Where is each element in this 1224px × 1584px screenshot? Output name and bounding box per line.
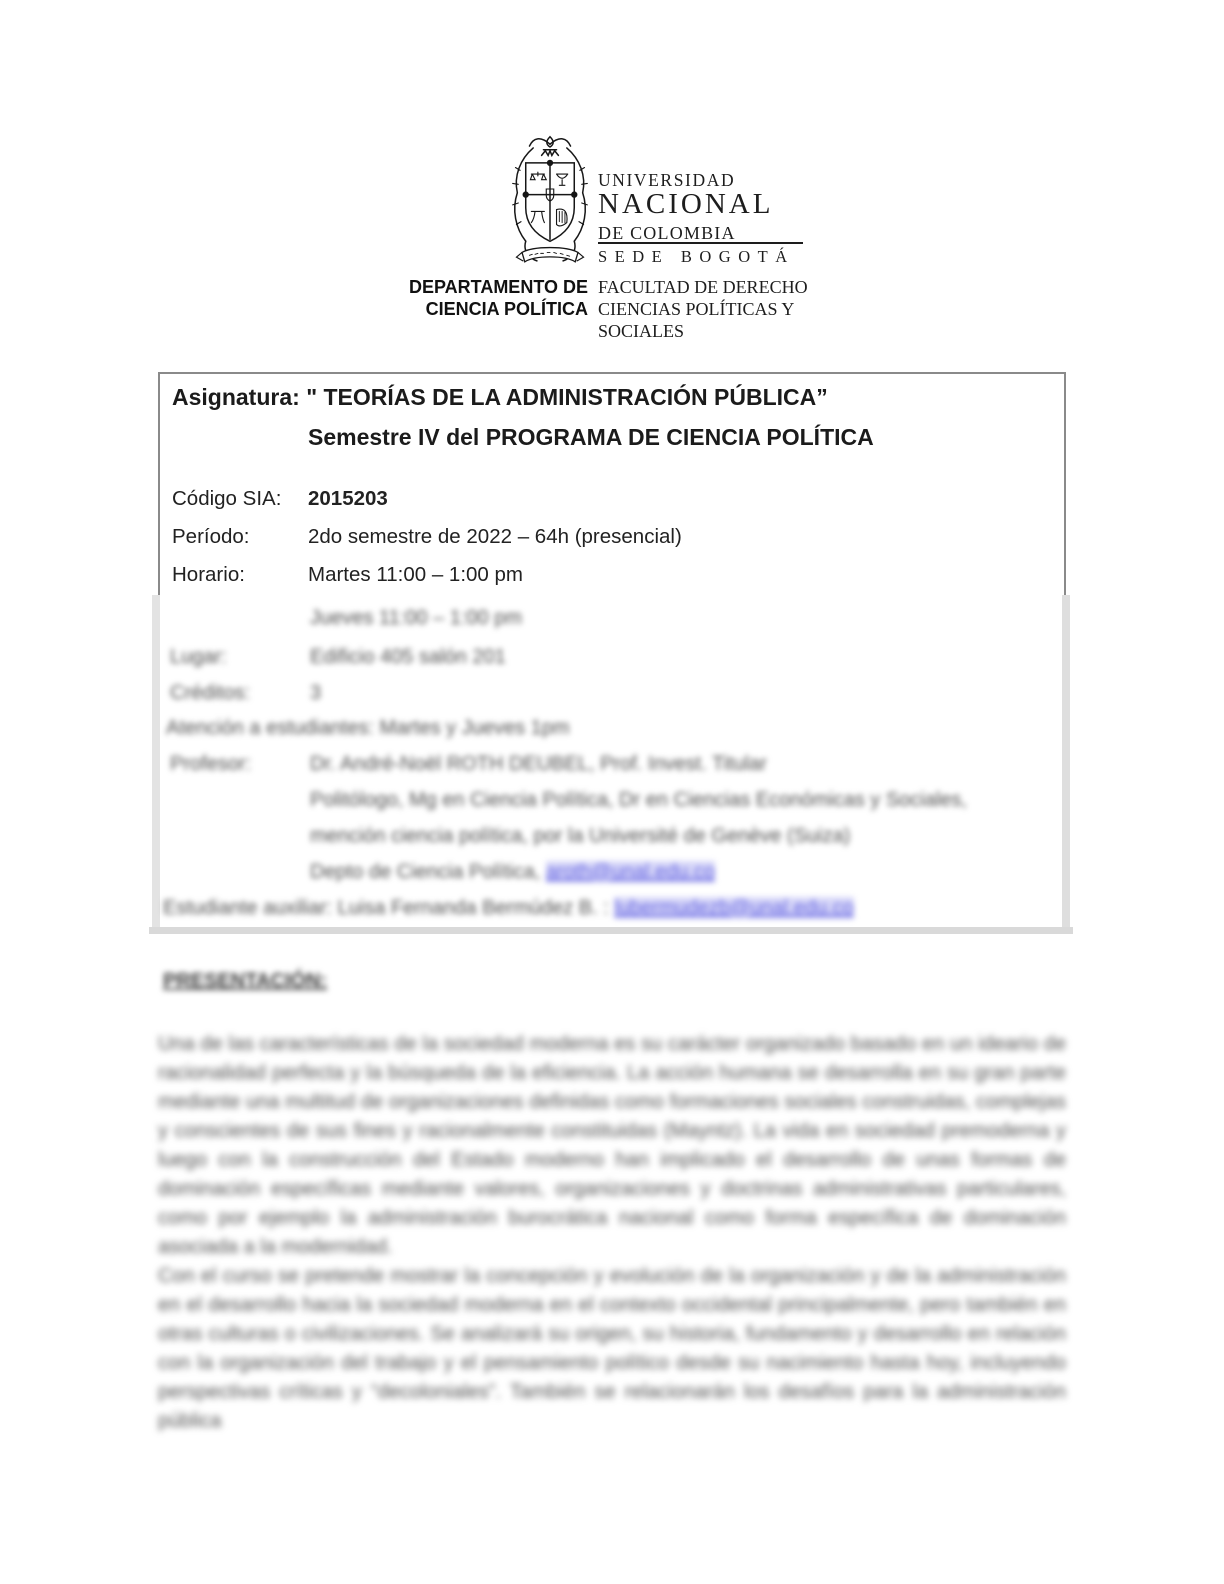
wordmark-de-colombia: DE COLOMBIA [598,223,736,243]
creditos-value: 3 [310,682,322,704]
lugar-label: Lugar: [170,646,227,668]
course-title: " TEORÍAS DE LA ADMINISTRACIÓN PÚBLICA” [306,384,828,410]
presentacion-paragraph-2: Con el curso se pretende mostrar la concepción y evolución de la organización y de la administración en el desarrollo hacia la sociedad moderna en el contexto occidental principalmente, pero también en otras culturas o civilizaciones. Se analizará su origen, su historia, fundamento y desarrollo en relación con la organización del trabajo y el pensamiento político desde su nacimiento hasta hoy, incluyendo perspectivas críticas y “decoloniales”. También se relacionarán los desafíos para la administración pública [158,1265,1066,1432]
atencion-estudiantes-line: Atención a estudiantes: Martes y Jueves 1pm [166,717,570,739]
estudiante-auxiliar-line [163,897,854,920]
asignatura-label: Asignatura: [172,384,300,410]
faculty-block [598,276,838,342]
lugar-value: Edificio 405 salón 201 [310,646,506,668]
depto-text: Depto de Ciencia Política, [310,861,546,883]
codigo-sia-label: Código SIA: [172,487,282,510]
wordmark-nacional: NACIONAL [598,188,774,220]
blurred-box-border-bottom [149,927,1073,934]
faculty-line1: FACULTAD DE DERECHO [598,277,808,297]
presentacion-heading: PRESENTACIÓN: [163,970,328,992]
wordmark-rule [598,242,803,244]
codigo-sia-value: 2015203 [308,487,388,510]
profesor-credentials-line2: mención ciencia política, por la Université de Genève (Suiza) [310,825,851,847]
depto-line [310,861,715,884]
profesor-credentials-line1: Politólogo, Mg en Ciencia Política, Dr en Ciencias Económicas y Sociales, [310,789,967,811]
horario-label: Horario: [172,563,245,586]
department-block [398,276,588,320]
faculty-line3: SOCIALES [598,321,685,341]
auxiliar-text: Estudiante auxiliar: Luisa Fernanda Bermúdez B. : [163,897,615,919]
blurred-box-border-left [152,595,160,934]
profesor-name: Dr. André-Noël ROTH DEUBEL, Prof. Invest. Titular [310,753,767,775]
blurred-region [149,595,1073,934]
blurred-box-border-right [1062,595,1070,934]
presentacion-body [158,1030,1066,1436]
wordmark-sede-bogota: SEDE BOGOTÁ [598,247,795,266]
university-crest-icon [503,133,597,273]
horario-value: Martes 11:00 – 1:00 pm [308,563,523,586]
department-line1: DEPARTAMENTO DE [408,277,588,297]
profesor-email-link[interactable]: aroth@unal.edu.co [545,861,715,883]
wordmark-universidad: UNIVERSIDAD [598,170,736,190]
department-line2: CIENCIA POLÍTICA [425,299,588,319]
faculty-line2: CIENCIAS POLÍTICAS Y [598,299,795,319]
course-title-line [172,384,828,411]
horario-jueves-value: Jueves 11:00 – 1:00 pm [310,607,522,629]
auxiliar-email-link[interactable]: lubermudezb@unal.edu.co [614,897,854,919]
profesor-label: Profesor: [170,753,252,775]
creditos-label: Créditos: [170,682,251,704]
course-subtitle: Semestre IV del PROGRAMA DE CIENCIA POLÍTICA [308,424,874,450]
periodo-label: Período: [172,525,250,548]
periodo-value: 2do semestre de 2022 – 64h (presencial) [308,525,682,548]
presentacion-paragraph-1: Una de las características de la sociedad moderna es su carácter organizado basado en un ideario de racionalidad perfecta y la búsqueda de la eficiencia. La acción humana se desarrolla en su gran parte mediante una multitud de organizaciones definidas como formaciones sociales construidas, complejas y conscientes de sus fines y racionalmente constituidas (Mayntz). La vida en sociedad premoderna y luego con la construcción del Estado moderno han implicado el desarrollo de unas formas de dominación específicas mediante valores, organizaciones y doctrinas administrativas particulares, como por ejemplo la administración burocrática nacional como forma específica de dominación asociada a la modernidad. [158,1033,1066,1258]
